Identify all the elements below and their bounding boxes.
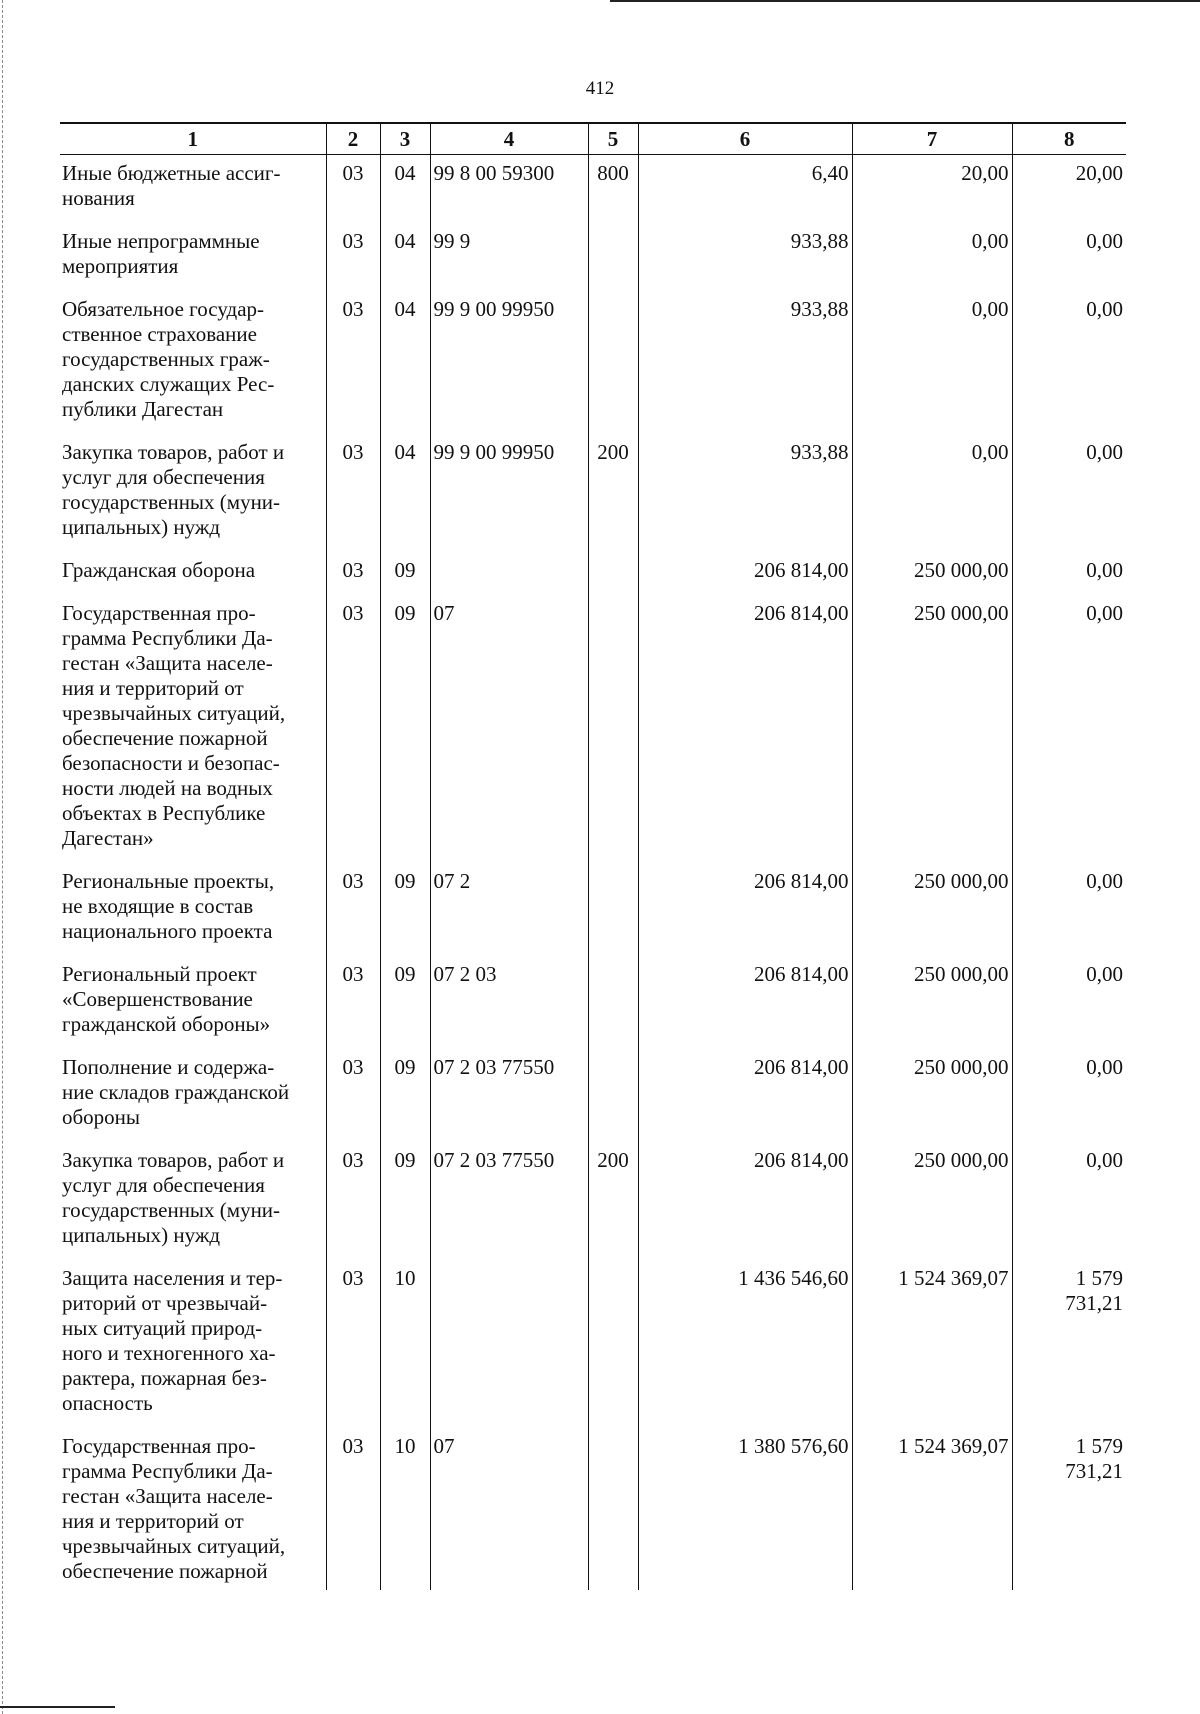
row-amount-col8: 0,00 <box>1012 434 1126 552</box>
column-header-8: 8 <box>1012 123 1126 155</box>
row-amount-col8: 0,00 <box>1012 291 1126 434</box>
row-amount-col8: 1 579 731,21 <box>1012 1428 1126 1590</box>
row-target-article-code: 07 <box>430 595 588 863</box>
row-amount-col7: 250 000,00 <box>852 863 1012 956</box>
budget-table <box>60 122 1126 1590</box>
row-amount-col6: 206 814,00 <box>638 1049 852 1142</box>
scan-left-edge <box>2 0 3 1714</box>
row-amount-col6: 933,88 <box>638 291 852 434</box>
row-amount-col7: 1 524 369,07 <box>852 1428 1012 1590</box>
row-amount-col8: 0,00 <box>1012 552 1126 595</box>
table-row <box>60 863 1126 956</box>
row-name: Региональный проект «Совершенствование гражданской обороны» <box>62 962 271 1036</box>
row-amount-col7: 1 524 369,07 <box>852 1260 1012 1428</box>
row-expense-type-code: 800 <box>588 155 638 224</box>
row-target-article-code: 07 2 <box>430 863 588 956</box>
row-section-code: 03 <box>326 434 380 552</box>
row-name: Региональные проекты, не входящие в состав национального проекта <box>62 869 275 943</box>
row-amount-col8: 0,00 <box>1012 863 1126 956</box>
row-amount-col6: 206 814,00 <box>638 956 852 1049</box>
header-row <box>60 123 1126 155</box>
row-amount-col6: 933,88 <box>638 223 852 291</box>
row-expense-type-code <box>588 1428 638 1590</box>
table-body <box>60 155 1126 1591</box>
row-subsection-code: 04 <box>380 223 430 291</box>
row-name: Иные бюджетные ассиг- нования <box>62 161 281 210</box>
row-target-article-code <box>430 552 588 595</box>
table-row <box>60 595 1126 863</box>
row-expense-type-code: 200 <box>588 434 638 552</box>
row-name: Закупка товаров, работ и услуг для обеспечения государственных (муни- ципальных) нужд <box>62 1148 285 1247</box>
row-amount-col7: 0,00 <box>852 291 1012 434</box>
row-amount-col7: 250 000,00 <box>852 1142 1012 1260</box>
row-subsection-code: 09 <box>380 956 430 1049</box>
row-target-article-code: 99 9 00 99950 <box>430 291 588 434</box>
row-section-code: 03 <box>326 223 380 291</box>
row-section-code: 03 <box>326 1142 380 1260</box>
row-amount-col8: 0,00 <box>1012 1142 1126 1260</box>
table-row <box>60 1260 1126 1428</box>
row-subsection-code: 04 <box>380 291 430 434</box>
row-section-code: 03 <box>326 956 380 1049</box>
row-target-article-code: 07 <box>430 1428 588 1590</box>
table-row <box>60 291 1126 434</box>
row-amount-col6: 6,40 <box>638 155 852 224</box>
row-subsection-code: 04 <box>380 434 430 552</box>
row-expense-type-code <box>588 291 638 434</box>
row-subsection-code: 09 <box>380 863 430 956</box>
row-amount-col6: 206 814,00 <box>638 1142 852 1260</box>
column-header-6: 6 <box>638 123 852 155</box>
row-subsection-code: 04 <box>380 155 430 224</box>
row-target-article-code <box>430 1260 588 1428</box>
column-header-7: 7 <box>852 123 1012 155</box>
row-subsection-code: 09 <box>380 1049 430 1142</box>
row-expense-type-code <box>588 1049 638 1142</box>
row-amount-col7: 250 000,00 <box>852 552 1012 595</box>
table-row <box>60 223 1126 291</box>
row-expense-type-code <box>588 1260 638 1428</box>
row-target-article-code: 07 2 03 77550 <box>430 1142 588 1260</box>
row-amount-col6: 1 380 576,60 <box>638 1428 852 1590</box>
column-header-1: 1 <box>60 123 326 155</box>
row-amount-col8: 0,00 <box>1012 956 1126 1049</box>
row-amount-col6: 1 436 546,60 <box>638 1260 852 1428</box>
row-subsection-code: 09 <box>380 552 430 595</box>
row-section-code: 03 <box>326 863 380 956</box>
row-expense-type-code <box>588 863 638 956</box>
row-target-article-code: 07 2 03 77550 <box>430 1049 588 1142</box>
row-amount-col8: 20,00 <box>1012 155 1126 224</box>
row-amount-col8: 0,00 <box>1012 223 1126 291</box>
row-amount-col7: 250 000,00 <box>852 956 1012 1049</box>
row-target-article-code: 99 8 00 59300 <box>430 155 588 224</box>
row-name: Защита населения и тер- риторий от чрезвычай- ных ситуаций природ- ного и техногенного ха- рактера, пожарная без- опасность <box>62 1266 283 1415</box>
row-section-code: 03 <box>326 595 380 863</box>
row-section-code: 03 <box>326 291 380 434</box>
table-row <box>60 155 1126 224</box>
row-section-code: 03 <box>326 552 380 595</box>
table-row <box>60 1428 1126 1590</box>
column-header-3: 3 <box>380 123 430 155</box>
row-target-article-code: 99 9 00 99950 <box>430 434 588 552</box>
row-section-code: 03 <box>326 1049 380 1142</box>
row-amount-col7: 0,00 <box>852 223 1012 291</box>
row-amount-col6: 933,88 <box>638 434 852 552</box>
table-row <box>60 956 1126 1049</box>
row-expense-type-code: 200 <box>588 1142 638 1260</box>
page-number: 412 <box>585 78 615 99</box>
row-name: Закупка товаров, работ и услуг для обеспечения государственных (муни- ципальных) нужд <box>62 440 285 539</box>
row-amount-col6: 206 814,00 <box>638 863 852 956</box>
row-name: Пополнение и содержа- ние складов гражданской обороны <box>62 1055 290 1129</box>
row-amount-col7: 0,00 <box>852 434 1012 552</box>
row-amount-col8: 1 579 731,21 <box>1012 1260 1126 1428</box>
table-row <box>60 434 1126 552</box>
row-target-article-code: 07 2 03 <box>430 956 588 1049</box>
table-row <box>60 552 1126 595</box>
row-name: Государственная про- грамма Республики Да- гестан «Защита населе- ния и территорий от чрезвычайных ситуаций, обеспечение пожарной безопасности и безопас- ности людей на водных объектах в Республике Дагестан» <box>62 601 286 850</box>
row-amount-col6: 206 814,00 <box>638 552 852 595</box>
row-expense-type-code <box>588 956 638 1049</box>
row-name: Иные непрограммные мероприятия <box>62 229 260 278</box>
row-subsection-code: 10 <box>380 1428 430 1590</box>
row-section-code: 03 <box>326 155 380 224</box>
table-row <box>60 1049 1126 1142</box>
row-amount-col7: 250 000,00 <box>852 1049 1012 1142</box>
row-expense-type-code <box>588 552 638 595</box>
row-name: Государственная про- грамма Республики Да- гестан «Защита населе- ния и территорий от чрезвычайных ситуаций, обеспечение пожарной <box>62 1434 286 1583</box>
row-section-code: 03 <box>326 1260 380 1428</box>
row-amount-col8: 0,00 <box>1012 1049 1126 1142</box>
row-subsection-code: 09 <box>380 1142 430 1260</box>
scan-bottom-line <box>0 1706 115 1708</box>
row-subsection-code: 10 <box>380 1260 430 1428</box>
row-expense-type-code <box>588 595 638 863</box>
row-target-article-code: 99 9 <box>430 223 588 291</box>
row-section-code: 03 <box>326 1428 380 1590</box>
column-header-5: 5 <box>588 123 638 155</box>
table-row <box>60 1142 1126 1260</box>
row-amount-col7: 20,00 <box>852 155 1012 224</box>
row-name: Гражданская оборона <box>62 558 256 582</box>
row-name: Обязательное государ- ственное страхование государственных граж- данских служащих Рес- публики Дагестан <box>62 297 275 421</box>
row-amount-col7: 250 000,00 <box>852 595 1012 863</box>
column-header-4: 4 <box>430 123 588 155</box>
table-header <box>60 123 1126 155</box>
scan-top-line <box>610 0 1200 2</box>
column-header-2: 2 <box>326 123 380 155</box>
row-amount-col6: 206 814,00 <box>638 595 852 863</box>
row-amount-col8: 0,00 <box>1012 595 1126 863</box>
row-expense-type-code <box>588 223 638 291</box>
row-subsection-code: 09 <box>380 595 430 863</box>
